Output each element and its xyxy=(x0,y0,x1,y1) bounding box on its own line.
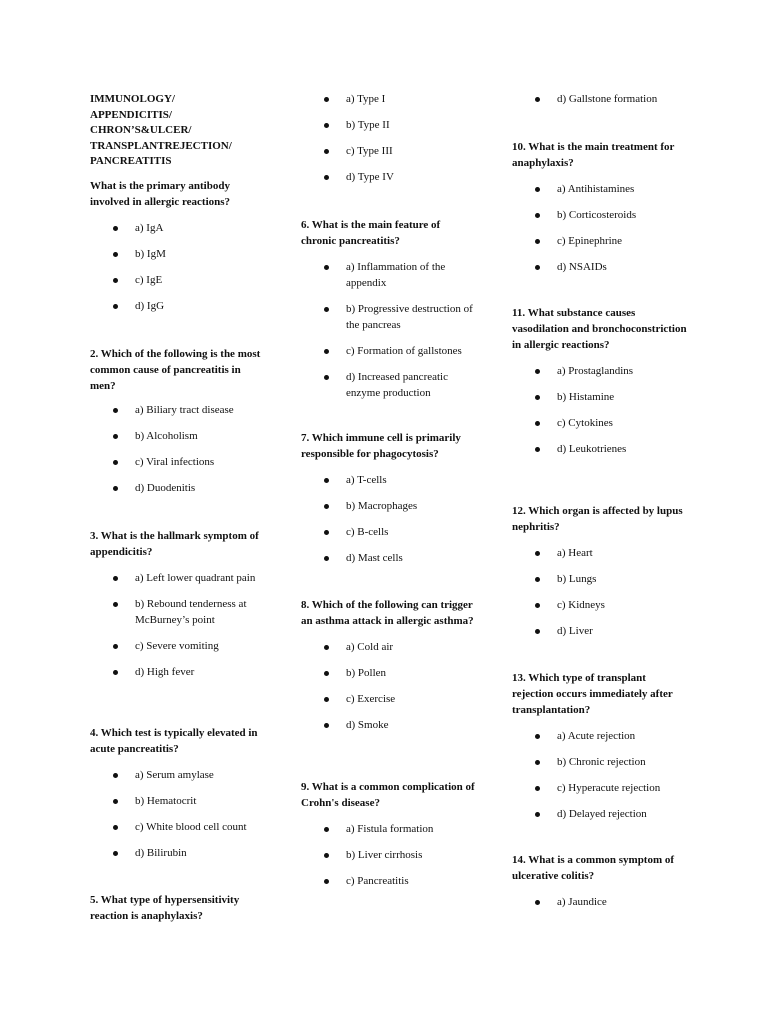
answer-option: d) Gallstone formation xyxy=(512,91,687,107)
question-text: 4. Which test is typically elevated in acute pancreatitis? xyxy=(90,727,258,755)
answer-option: b) Histamine xyxy=(512,389,687,405)
question-text: What is the primary antibody involved in allergic reactions? xyxy=(90,180,231,208)
answer-option: a) Serum amylase xyxy=(90,767,265,783)
question-5 xyxy=(90,892,265,924)
answer-option: d) Duodenitis xyxy=(90,480,265,496)
answer-option: b) Liver cirrhosis xyxy=(301,847,476,863)
answer-option: c) Pancreatitis xyxy=(301,873,476,889)
question-3 xyxy=(90,528,265,680)
answer-option: d) Increased pancreatic enzyme production xyxy=(301,369,476,401)
answer-option: a) Cold air xyxy=(301,639,476,655)
question-14 xyxy=(512,852,687,910)
question-2 xyxy=(90,346,265,496)
answer-option: c) Severe vomiting xyxy=(90,638,265,654)
answer-option: d) IgG xyxy=(90,298,265,314)
answer-option: c) B-cells xyxy=(301,524,476,540)
answer-option: d) Type IV xyxy=(301,169,476,185)
answer-option: a) Biliary tract disease xyxy=(90,402,265,418)
answer-option: c) Type III xyxy=(301,143,476,159)
question-text: 12. Which organ is affected by lupus nephritis? xyxy=(512,505,683,533)
answer-option: c) Formation of gallstones xyxy=(301,343,476,359)
answer-option: d) Liver xyxy=(512,623,687,639)
question-text: 6. What is the main feature of chronic pancreatitis? xyxy=(301,219,441,247)
question-7 xyxy=(301,430,476,566)
answer-option: d) Bilirubin xyxy=(90,845,265,861)
question-9-options-continued xyxy=(512,91,687,107)
answer-option: b) Rebound tenderness at McBurney’s point xyxy=(90,596,265,628)
answer-option: d) Leukotrienes xyxy=(512,441,687,457)
question-text: 3. What is the hallmark symptom of appendicitis? xyxy=(90,530,259,558)
question-8 xyxy=(301,597,476,733)
answer-option: b) Macrophages xyxy=(301,498,476,514)
answer-option: c) Epinephrine xyxy=(512,233,687,249)
question-text: 10. What is the main treatment for anaphylaxis? xyxy=(512,141,675,169)
question-5-options xyxy=(301,91,476,185)
answer-option: c) Cytokines xyxy=(512,415,687,431)
answer-option: b) Chronic rejection xyxy=(512,754,687,770)
question-text: 14. What is a common symptom of ulcerative colitis? xyxy=(512,854,675,882)
question-13 xyxy=(512,670,687,822)
question-6 xyxy=(301,217,476,401)
question-10 xyxy=(512,139,687,275)
question-text: 8. Which of the following can trigger an asthma attack in allergic asthma? xyxy=(301,599,474,627)
answer-option: a) T-cells xyxy=(301,472,476,488)
answer-option: a) Jaundice xyxy=(512,894,687,910)
answer-option: b) Hematocrit xyxy=(90,793,265,809)
answer-option: b) Type II xyxy=(301,117,476,133)
answer-option: a) Antihistamines xyxy=(512,181,687,197)
question-4 xyxy=(90,725,265,861)
answer-option: c) Kidneys xyxy=(512,597,687,613)
question-11 xyxy=(512,305,687,457)
question-1 xyxy=(90,178,265,314)
question-12 xyxy=(512,503,687,639)
answer-option: a) Type I xyxy=(301,91,476,107)
question-text: 13. Which type of transplant rejection occurs immediately after transplantation? xyxy=(512,672,673,716)
answer-option: b) Lungs xyxy=(512,571,687,587)
answer-option: d) High fever xyxy=(90,664,265,680)
answer-option: a) Heart xyxy=(512,545,687,561)
answer-option: a) Left lower quadrant pain xyxy=(90,570,265,586)
answer-option: d) NSAIDs xyxy=(512,259,687,275)
document-title: IMMUNOLOGY/ APPENDICITIS/ CHRON’S&ULCER/ TRANSPLANTREJECTION/ PANCREATITIS xyxy=(90,93,232,167)
answer-option: a) Prostaglandins xyxy=(512,363,687,379)
answer-option: b) Corticosteroids xyxy=(512,207,687,223)
answer-option: d) Delayed rejection xyxy=(512,806,687,822)
document-title-block xyxy=(90,92,265,170)
question-9 xyxy=(301,779,476,889)
question-text: 7. Which immune cell is primarily responsible for phagocytosis? xyxy=(301,432,461,460)
answer-option: c) Hyperacute rejection xyxy=(512,780,687,796)
answer-option: d) Mast cells xyxy=(301,550,476,566)
answer-option: d) Smoke xyxy=(301,717,476,733)
answer-option: b) IgM xyxy=(90,246,265,262)
question-text: 11. What substance causes vasodilation and bronchoconstriction in allergic reactions? xyxy=(512,307,687,351)
answer-option: a) Inflammation of the appendix xyxy=(301,259,476,291)
answer-option: b) Pollen xyxy=(301,665,476,681)
answer-option: c) Viral infections xyxy=(90,454,265,470)
answer-option: c) IgE xyxy=(90,272,265,288)
question-text: 5. What type of hypersensitivity reaction is anaphylaxis? xyxy=(90,894,240,922)
answer-option: a) IgA xyxy=(90,220,265,236)
answer-option: a) Acute rejection xyxy=(512,728,687,744)
question-text: 9. What is a common complication of Crohn's disease? xyxy=(301,781,475,809)
question-text: 2. Which of the following is the most common cause of pancreatitis in men? xyxy=(90,348,261,392)
answer-option: b) Progressive destruction of the pancreas xyxy=(301,301,476,333)
answer-option: c) Exercise xyxy=(301,691,476,707)
answer-option: a) Fistula formation xyxy=(301,821,476,837)
answer-option: c) White blood cell count xyxy=(90,819,265,835)
answer-option: b) Alcoholism xyxy=(90,428,265,444)
